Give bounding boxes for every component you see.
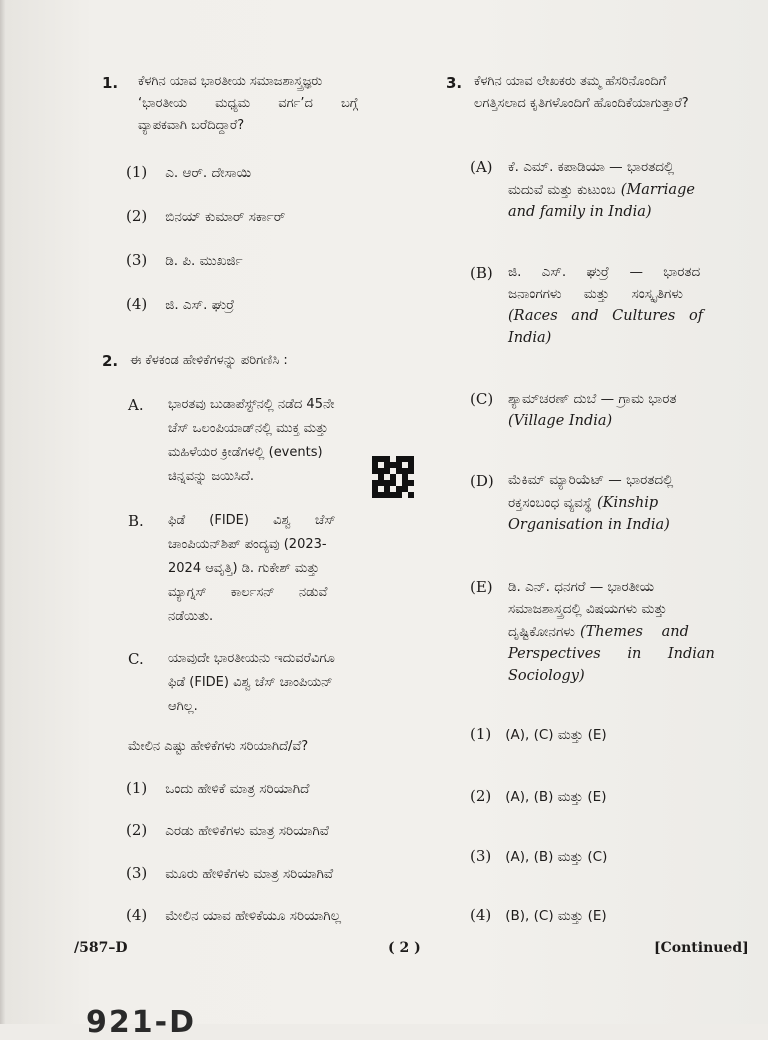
pair-label-b: (B) <box>470 264 493 282</box>
option-text: ಎರಡು ಹೇಳಿಕೆಗಳು ಮಾತ್ರ ಸರಿಯಾಗಿವೆ <box>165 823 329 839</box>
pair-kn-line: ಜನಾಂಗಗಳು ಮತ್ತು ಸಂಸ್ಕೃತಿಗಳು <box>508 286 683 302</box>
option-text: ಒಂದು ಹೇಳಿಕೆ ಮಾತ್ರ ಸರಿಯಾಗಿದೆ <box>165 781 310 797</box>
pair-en-line: (Themes and <box>579 624 689 640</box>
pair-kn-line: ಕೆ. ಎಮ್. ಕಪಾಡಿಯಾ — ಭಾರತದಲ್ಲಿ <box>508 159 675 175</box>
q1-line: ‘ಭಾರತೀಯ ಮಧ್ಯಮ ವರ್ಗ’ದ ಬಗ್ಗೆ <box>138 96 359 111</box>
q1-line: ವ್ಯಾಪಕವಾಗಿ ಬರೆದಿದ್ದಾರೆ? <box>138 118 245 133</box>
option-number: (4) <box>126 295 148 313</box>
option-text: (B), (C) ಮತ್ತು (E) <box>505 908 607 924</box>
statement-line: ಮಹಿಳೆಯರ ಕ್ರೀಡೆಗಳಲ್ಲಿ (events) <box>168 445 323 460</box>
q2-number: 2. <box>102 352 119 370</box>
q1-line: ಕೆಳಗಿನ ಯಾವ ಭಾರತೀಯ ಸಮಾಜಶಾಸ್ತ್ರಜ್ಞರು <box>138 74 323 89</box>
pair-label-d: (D) <box>470 472 494 490</box>
q3-option-4[interactable] <box>470 905 607 924</box>
option-number: (3) <box>126 864 148 882</box>
pair-kn-line: ಶ್ಯಾಮ್‌ಚರಣ್ ದುಬೆ — ಗ್ರಾಮ ಭಾರತ <box>508 391 677 407</box>
option-text: ಡಿ. ಪಿ. ಮುಖರ್ಜಿ <box>165 253 243 269</box>
statement-label-c: C. <box>128 650 144 668</box>
q1-option-1[interactable] <box>126 162 251 181</box>
pair-kn-line: ಡಿ. ಎನ್. ಧನಗರೆ — ಭಾರತೀಯ <box>508 579 655 595</box>
statement-line: ಫಿಡೆ (FIDE) ವಿಶ್ವ ಚೆಸ್ <box>168 513 336 528</box>
pair-a <box>508 156 740 223</box>
q3-line: ಕೆಳಗಿನ ಯಾವ ಲೇಖಕರು ತಮ್ಮ ಹೆಸರಿನೊಂದಿಗೆ <box>474 74 667 89</box>
statement-line: ಫಿಡೆ (FIDE) ವಿಶ್ವ ಚೆಸ್ ಚಾಂಪಿಯನ್ <box>168 675 333 690</box>
pair-kn-line: ದೃಷ್ಟಿಕೋನಗಳು <box>508 624 575 640</box>
option-number: (4) <box>470 906 492 924</box>
statement-label-b: B. <box>128 512 144 530</box>
statement-line: ಯಾವುದೇ ಭಾರತೀಯನು ಇದುವರೆವಿಗೂ <box>168 651 335 666</box>
pair-kn-line: ಜಿ. ಎಸ್. ಘುರ್ರೆ — ಭಾರತದ <box>508 264 701 280</box>
option-number: (2) <box>470 787 492 805</box>
pair-en-line: (Marriage <box>620 182 695 198</box>
pair-label-c: (C) <box>470 390 494 408</box>
pair-en-line: and family in India) <box>508 204 652 220</box>
pair-c <box>508 388 740 432</box>
statement-label-a: A. <box>128 396 144 414</box>
q2-question: ಮೇಲಿನ ಎಷ್ಟು ಹೇಳಿಕೆಗಳು ಸರಿಯಾಗಿದೆ/ವೆ? <box>128 739 309 754</box>
pair-kn-line: ಮದುವೆ ಮತ್ತು ಕುಟುಂಬ <box>508 182 616 198</box>
q3-text <box>474 71 750 115</box>
q1-option-4[interactable] <box>126 294 234 313</box>
pair-e <box>508 576 740 687</box>
q2-text: ಈ ಕೆಳಕಂಡ ಹೇಳಿಕೆಗಳನ್ನು ಪರಿಗಣಿಸಿ : <box>130 353 288 368</box>
pair-label-e: (E) <box>470 578 493 596</box>
bottom-cut-code: 921-D <box>86 1005 196 1040</box>
pair-en-line: (Races and Cultures of <box>508 308 704 324</box>
pair-b <box>508 261 740 349</box>
pair-d <box>508 469 740 536</box>
q2-option-1[interactable] <box>126 778 309 797</box>
pair-en-line: (Kinship <box>597 495 659 511</box>
option-number: (3) <box>470 847 492 865</box>
statement-a <box>168 393 404 489</box>
q1-number: 1. <box>102 74 119 92</box>
pair-en-line: Sociology) <box>508 668 585 684</box>
statement-line: ಭಾರತವು ಬುಡಾಪೆಸ್ಟ್‌ನಲ್ಲಿ ನಡೆದ 45ನೇ <box>168 397 335 412</box>
statement-line: ಚಿನ್ನವನ್ನು ಜಯಿಸಿದೆ. <box>168 469 254 484</box>
option-text: ಮೇಲಿನ ಯಾವ ಹೇಳಿಕೆಯೂ ಸರಿಯಾಗಿಲ್ಲ <box>165 908 342 924</box>
q3-option-3[interactable] <box>470 846 607 865</box>
statement-line: ನಡೆಯಿತು. <box>168 609 214 624</box>
q1-text <box>138 71 410 137</box>
pair-kn-line: ಮೆಕಿಮ್ ಮ್ಯಾರಿಯೆಟ್ — ಭಾರತದಲ್ಲಿ <box>508 472 674 488</box>
statement-line: ಚೆಸ್ ಒಲಂಪಿಯಾಡ್‌ನಲ್ಲಿ ಮುಕ್ತ ಮತ್ತು <box>168 421 329 436</box>
continued-label: [Continued] <box>654 940 749 956</box>
q3-option-1[interactable] <box>470 724 607 743</box>
option-number: (1) <box>470 725 492 743</box>
option-number: (1) <box>126 163 148 181</box>
pair-en-line: India) <box>508 330 552 346</box>
statement-line: ಆಗಿಲ್ಲ. <box>168 699 198 714</box>
statement-b <box>168 509 408 629</box>
q1-option-3[interactable] <box>126 250 243 269</box>
q2-option-4[interactable] <box>126 905 341 924</box>
pair-en-line: Organisation in India) <box>508 517 670 533</box>
q2-option-3[interactable] <box>126 863 333 882</box>
option-text: ಜಿ. ಎಸ್. ಘುರ್ರೆ <box>165 297 235 313</box>
q3-number: 3. <box>446 74 463 92</box>
option-number: (2) <box>126 821 148 839</box>
option-number: (3) <box>126 251 148 269</box>
pair-kn-line: ರಕ್ತಸಂಬಂಧ ವ್ಯವಸ್ಥೆ <box>508 495 592 511</box>
q3-line: ಲಗತ್ತಿಸಲಾದ ಕೃತಿಗಳೊಂದಿಗೆ ಹೊಂದಿಕೆಯಾಗುತ್ತಾರೆ? <box>474 96 689 111</box>
option-text: ಎ. ಆರ್. ದೇಸಾಯಿ <box>165 165 252 181</box>
option-text: ಮೂರು ಹೇಳಿಕೆಗಳು ಮಾತ್ರ ಸರಿಯಾಗಿವೆ <box>165 866 334 882</box>
option-number: (4) <box>126 906 148 924</box>
pair-label-a: (A) <box>470 158 493 176</box>
statement-line: 2024 ಆವೃತ್ತಿ) ಡಿ. ಗುಕೇಶ್ ಮತ್ತು <box>168 561 320 576</box>
q3-option-2[interactable] <box>470 786 606 805</box>
paper-code: /587–D <box>74 940 128 956</box>
option-number: (2) <box>126 207 148 225</box>
option-text: (A), (C) ಮತ್ತು (E) <box>505 727 607 743</box>
option-number: (1) <box>126 779 148 797</box>
page-number: ( 2 ) <box>388 940 421 956</box>
option-text: (A), (B) ಮತ್ತು (E) <box>505 789 607 805</box>
statement-c <box>168 647 408 719</box>
statement-line: ಮ್ಯಾಗ್ನಸ್ ಕಾರ್ಲಸನ್ ನಡುವೆ <box>168 585 328 600</box>
statement-line: ಚಾಂಪಿಯನ್‌ಶಿಪ್ ಪಂದ್ಯವು (2023- <box>168 537 327 552</box>
q1-option-2[interactable] <box>126 206 285 225</box>
q2-option-2[interactable] <box>126 820 329 839</box>
pair-en-line: Perspectives in Indian <box>508 646 715 662</box>
pair-kn-line: ಸಮಾಜಶಾಸ್ತ್ರದಲ್ಲಿ ವಿಷಯಗಳು ಮತ್ತು <box>508 601 667 617</box>
page-edge-shadow <box>0 0 6 1024</box>
option-text: (A), (B) ಮತ್ತು (C) <box>505 849 608 865</box>
pair-en-line: (Village India) <box>508 413 613 429</box>
qr-code <box>372 456 414 498</box>
option-text: ಬಿನಯ್ ಕುಮಾರ್ ಸರ್ಕಾರ್ <box>165 209 286 225</box>
